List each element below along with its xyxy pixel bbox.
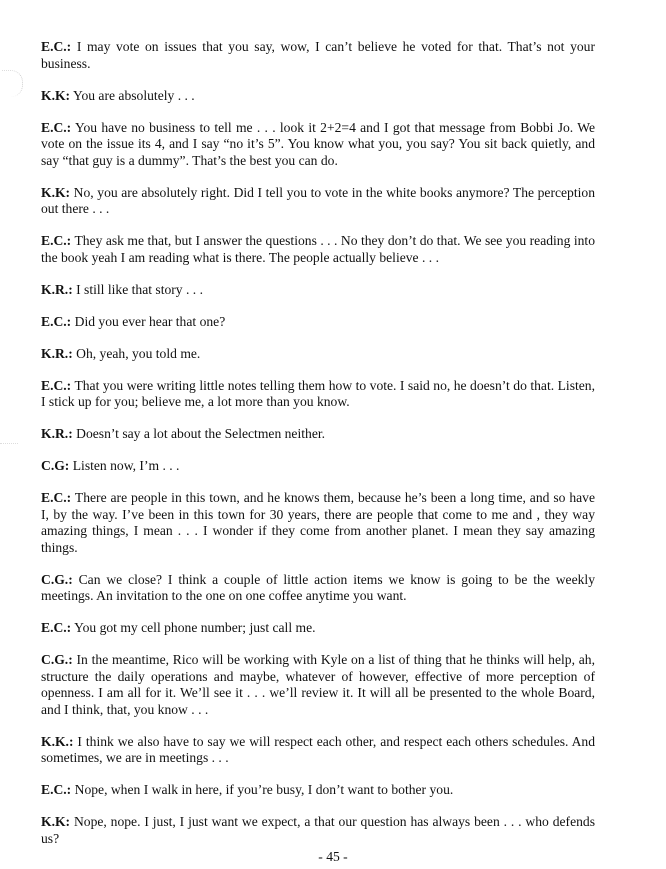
transcript-entry	[41, 378, 595, 411]
speaker-label: K.R.:	[41, 426, 73, 441]
utterance-text: Listen now, I’m . . .	[72, 458, 180, 473]
transcript-entry	[41, 620, 595, 637]
transcript-entry	[41, 814, 595, 847]
speaker-label: E.C.:	[41, 39, 72, 54]
speaker-label: E.C.:	[41, 782, 72, 797]
transcript-entry	[41, 233, 595, 266]
speaker-label: E.C.:	[41, 490, 72, 505]
speaker-label: K.K:	[41, 814, 71, 829]
utterance-text: In the meantime, Rico will be working with Kyle on a list of thing that he thinks will help, ah, structure the daily operations and maybe, whatever of however, effective of more perception of openness. I am all for it. We’ll see it . . . we’ll review it. It will all be presented to the whole Board, and I think, that, you know . . .	[41, 652, 595, 717]
speaker-label: K.K:	[41, 87, 71, 103]
utterance-text: I still like that story . . .	[76, 281, 203, 297]
utterance-text: You are absolutely . . .	[72, 87, 195, 103]
speaker-label: K.R.:	[41, 281, 73, 297]
speaker-label: C.G.:	[41, 652, 73, 667]
speaker-label: E.C.:	[41, 620, 72, 635]
transcript-entry	[41, 572, 595, 605]
scan-artifact	[0, 443, 18, 445]
utterance-text: Nope, when I walk in here, if you’re busy, I don’t want to bother you.	[74, 782, 454, 797]
speaker-label: C.G.:	[41, 571, 73, 587]
transcript-entry	[41, 782, 595, 799]
speaker-label: E.C.:	[41, 377, 72, 393]
speaker-label: E.C.:	[41, 313, 72, 329]
transcript-entry	[41, 490, 595, 556]
transcript-entry	[41, 346, 595, 363]
utterance-text: You got my cell phone number; just call me.	[74, 620, 316, 635]
utterance-text: I think we also have to say we will respect each other, and respect each others schedules. And sometimes, we are in meetings . . .	[41, 733, 595, 765]
utterance-text: They ask me that, but I answer the questions . . . No they don’t do that. We see you reading into the book yeah I am reading what is there. The people actually believe . . .	[41, 233, 596, 265]
speaker-label: E.C.:	[41, 233, 72, 248]
utterance-text: That you were writing little notes telling them how to vote. I said no, he doesn’t do that. Listen, I stick up for you; believe me, a lot more than you know.	[41, 377, 595, 409]
transcript-entry	[41, 185, 595, 218]
scan-artifact	[2, 70, 23, 97]
utterance-text: There are people in this town, and he knows them, because he’s been a long time, and so have I, by the way. I’ve been in this town for 30 years, there are people that come to me and , they way amazing things, I mean . . . I wonder if they come from another planet. I mean they say amazing things.	[41, 490, 596, 555]
transcript-entry	[41, 282, 595, 299]
utterance-text: Nope, nope. I just, I just want we expect, a that our question has always been . . . who defends us?	[41, 814, 595, 846]
speaker-label: K.K.:	[41, 733, 74, 749]
speaker-label: C.G:	[41, 458, 70, 473]
transcript-entry	[41, 120, 595, 170]
utterance-text: Oh, yeah, you told me.	[76, 345, 201, 361]
speaker-label: K.K:	[41, 184, 71, 200]
transcript-body	[41, 39, 595, 863]
transcript-entry	[41, 458, 595, 475]
utterance-text: No, you are absolutely right. Did I tell you to vote in the white books anymore? The perception out there . . .	[41, 184, 595, 216]
transcript-entry	[41, 652, 595, 718]
transcript-entry	[41, 314, 595, 331]
speaker-label: E.C.:	[41, 119, 72, 135]
speaker-label: K.R.:	[41, 345, 73, 361]
transcript-entry	[41, 426, 595, 443]
transcript-entry	[41, 39, 595, 72]
utterance-text: Can we close? I think a couple of little action items we know is going to be the weekly meetings. An invitation to the one on one coffee anytime you want.	[41, 571, 595, 603]
utterance-text: You have no business to tell me . . . look it 2+2=4 and I got that message from Bobbi Jo. We vote on the issue its 4, and I say “no it’s 5”. You know what you, you say? You sit back quietly, and say “that guy is a dummy”. That’s the best you can do.	[41, 119, 595, 168]
transcript-entry	[41, 734, 595, 767]
transcript-entry	[41, 88, 595, 105]
utterance-text: I may vote on issues that you say, wow, I can’t believe he voted for that. That’s not your business.	[41, 39, 595, 71]
utterance-text: Did you ever hear that one?	[74, 313, 226, 329]
utterance-text: Doesn’t say a lot about the Selectmen neither.	[76, 426, 326, 441]
page-number: - 45 -	[318, 849, 348, 864]
